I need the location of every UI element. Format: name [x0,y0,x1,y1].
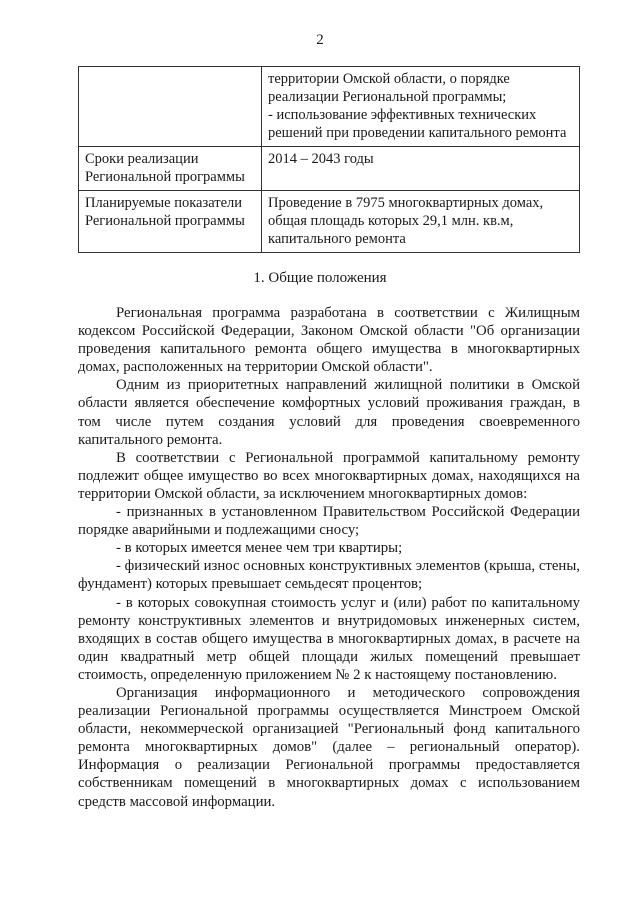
table-cell-label: Сроки реализации Региональной программы [79,147,262,191]
paragraph: Региональная программа разработана в соответствии с Жилищным кодексом Российской Федерации, Законом Омской области "Об организации проведения капитального ремонта общего имущества в многоквартирных домах, расположенных на территории Омской области". [78,305,580,376]
table-row [79,147,580,191]
table-cell-label [79,67,262,147]
paragraph: - в которых совокупная стоимость услуг и (или) работ по капитальному ремонту конструктивных элементов и внутридомовых инженерных систем, входящих в состав общего имущества в многоквартирных домах, в расчете на один квадратный метр общей площади жилых помещений превышает стоимость, определенную приложением № 2 к настоящему постановлению. [78,594,580,683]
paragraph: - признанных в установленном Правительством Российской Федерации порядке аварийными и подлежащими сносу; [78,504,580,539]
paragraph: - в которых имеется менее чем три квартиры; [116,540,403,557]
table-row [79,67,580,147]
paragraph: Одним из приоритетных направлений жилищной политики в Омской области является обеспечение комфортных условий проживания граждан, в том числе путем создания условий для проведения своевременного капитального ремонта. [78,377,580,448]
paragraph: В соответствии с Региональной программой капитальному ремонту подлежит общее имущество во всех многоквартирных домах, находящихся на территории Омской области, за исключением многоквартирных домов: [78,449,580,502]
table-cell-line: Проведение в 7975 многоквартирных домах, общая площадь которых 29,1 млн. кв.м, капитального ремонта [268,195,544,247]
paragraph: - физический износ основных конструктивных элементов (крыша, стены, фундамент) которых превышает семьдесят процентов; [78,558,580,593]
table-row [79,191,580,253]
table-cell-value [262,191,580,253]
table-cell-line: - использование эффективных технических решений при проведении капитального ремонта [268,107,567,141]
table-cell-line: территории Омской области, о порядке реализации Региональной программы; [268,71,510,105]
table-cell-line: 2014 – 2043 годы [268,151,374,167]
page-number: 2 [316,32,324,48]
body-text [78,304,580,811]
table-cell-value [262,147,580,191]
table-cell-value [262,67,580,147]
paragraph: Организация информационного и методического сопровождения реализации Региональной программы осуществляется Минстроем Омской области, некоммерческой организацией "Региональный фонд капитального ремонта многоквартирных домов" (далее – региональный оператор). Информация о реализации Региональной программы предоставляется собственникам помещений в многоквартирных домах с использованием средств массовой информации. [78,684,580,810]
section-heading: 1. Общие положения [253,270,387,286]
table-cell-label: Планируемые показатели Региональной программы [79,191,262,253]
program-passport-table [78,66,580,253]
